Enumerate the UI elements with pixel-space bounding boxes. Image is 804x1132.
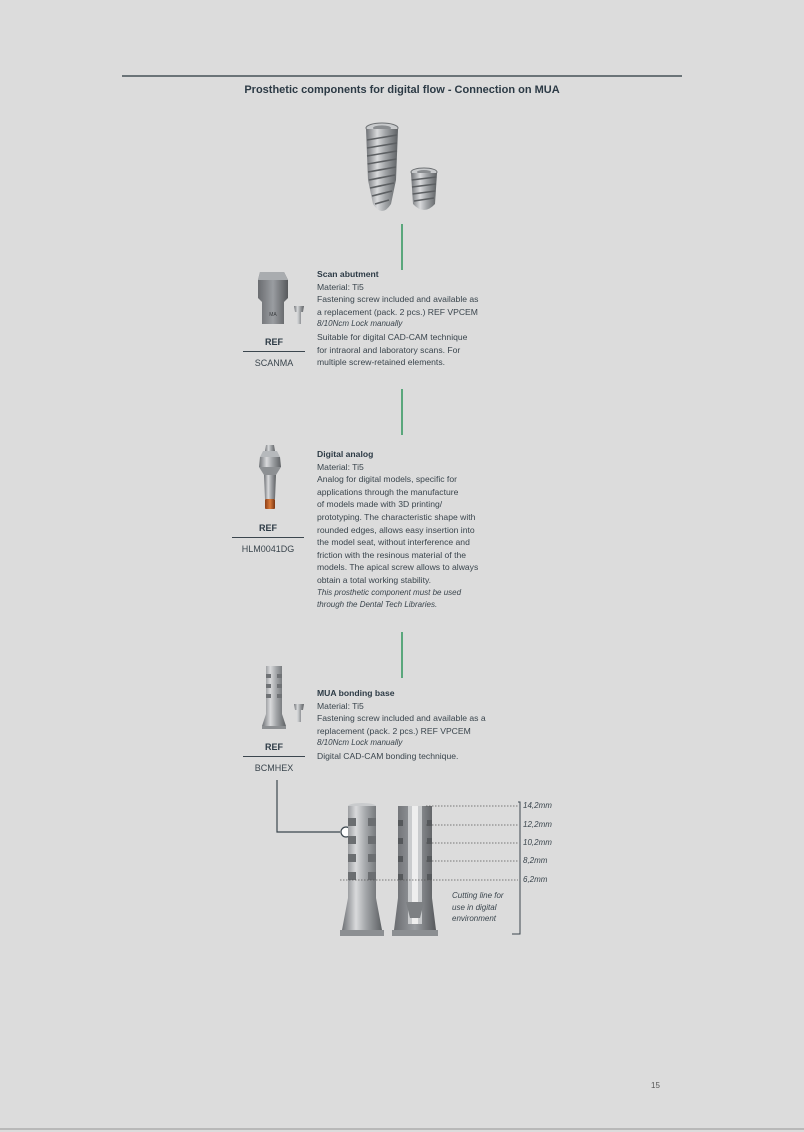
torque-note: 8/10Ncm Lock manually — [317, 738, 403, 748]
desc-line: for intraoral and laboratory scans. For — [317, 344, 461, 355]
ref-code: BCMHEX — [254, 763, 294, 773]
large-implant-icon — [366, 123, 398, 211]
desc-line: models. The apical screw allows to always — [317, 562, 479, 573]
connector-line — [401, 632, 403, 678]
desc-line: of models made with 3D printing/ — [317, 499, 443, 510]
bonding-base-section-icon — [392, 806, 438, 936]
dimension-label: 14,2mm — [523, 801, 552, 810]
product-description-digital-analog — [317, 448, 497, 612]
ref-label: REF — [243, 337, 305, 352]
desc-line: prototyping. The characteristic shape with — [317, 511, 476, 522]
product-name: Digital analog — [317, 449, 374, 459]
dimension-label: 12,2mm — [523, 820, 552, 829]
product-name: Scan abutment — [317, 269, 379, 279]
ref-label: REF — [232, 523, 304, 538]
desc-line: the model seat, without interference and — [317, 537, 470, 548]
top-rule — [122, 75, 682, 77]
ref-code: HLM0041DG — [241, 544, 295, 554]
desc-line: rounded edges, allows easy insertion into — [317, 524, 475, 535]
bonding-base-image — [258, 664, 308, 734]
usage-note: through the Dental Tech Libraries. — [317, 600, 438, 610]
desc-line: applications through the manufacture — [317, 486, 459, 497]
scan-abutment-engraving: MA — [269, 312, 277, 318]
ref-label: REF — [243, 742, 305, 757]
connector-line — [401, 389, 403, 435]
desc-line: a replacement (pack. 2 pcs.) REF VPCEM — [317, 306, 478, 317]
ref-block-bcmhex — [243, 742, 305, 773]
desc-line: Fastening screw included and available as — [317, 294, 479, 305]
cutting-note-line: use in digital — [452, 902, 497, 912]
short-implant-icon — [411, 168, 437, 210]
cutting-note-line: Cutting line for — [452, 891, 504, 900]
bottom-rule — [0, 1128, 804, 1130]
desc-line: Material: Ti5 — [317, 700, 364, 711]
dimension-label: 6,2mm — [523, 875, 548, 884]
cutting-line-note — [452, 890, 542, 925]
desc-line: Fastening screw included and available as a — [317, 713, 486, 724]
desc-line: obtain a total working stability. — [317, 574, 432, 585]
bonding-base-exterior-icon — [340, 803, 384, 936]
desc-line: Material: Ti5 — [317, 461, 364, 472]
connector-line — [401, 224, 403, 270]
ref-block-scanma — [243, 337, 305, 368]
desc-line: friction with the resinous material of the — [317, 549, 467, 560]
torque-note: 8/10Ncm Lock manually — [317, 319, 403, 329]
desc-line: multiple screw-retained elements. — [317, 357, 446, 368]
desc-line: Analog for digital models, specific for — [317, 474, 457, 485]
ref-block-hlm0041dg — [232, 523, 304, 554]
product-name: MUA bonding base — [317, 688, 395, 698]
scan-abutment-image — [252, 268, 312, 330]
desc-line: replacement (pack. 2 pcs.) REF VPCEM — [317, 725, 471, 736]
desc-line: Digital CAD-CAM bonding technique. — [317, 750, 459, 761]
dimension-label: 10,2mm — [523, 838, 552, 847]
product-description-scan-abutment — [317, 268, 497, 369]
desc-line: Suitable for digital CAD-CAM technique — [317, 331, 468, 342]
product-description-bonding-base — [317, 687, 497, 763]
page-title: Prosthetic components for digital flow - Connection on MUA — [244, 84, 560, 96]
dimension-label: 8,2mm — [523, 856, 548, 865]
desc-line: Material: Ti5 — [317, 281, 364, 292]
page-number: 15 — [651, 1081, 660, 1090]
implants-image — [355, 120, 450, 220]
digital-analog-image — [250, 443, 290, 513]
ref-code: SCANMA — [254, 358, 294, 368]
usage-note: This prosthetic component must be used — [317, 587, 462, 597]
cutting-note-line: environment — [452, 914, 497, 923]
